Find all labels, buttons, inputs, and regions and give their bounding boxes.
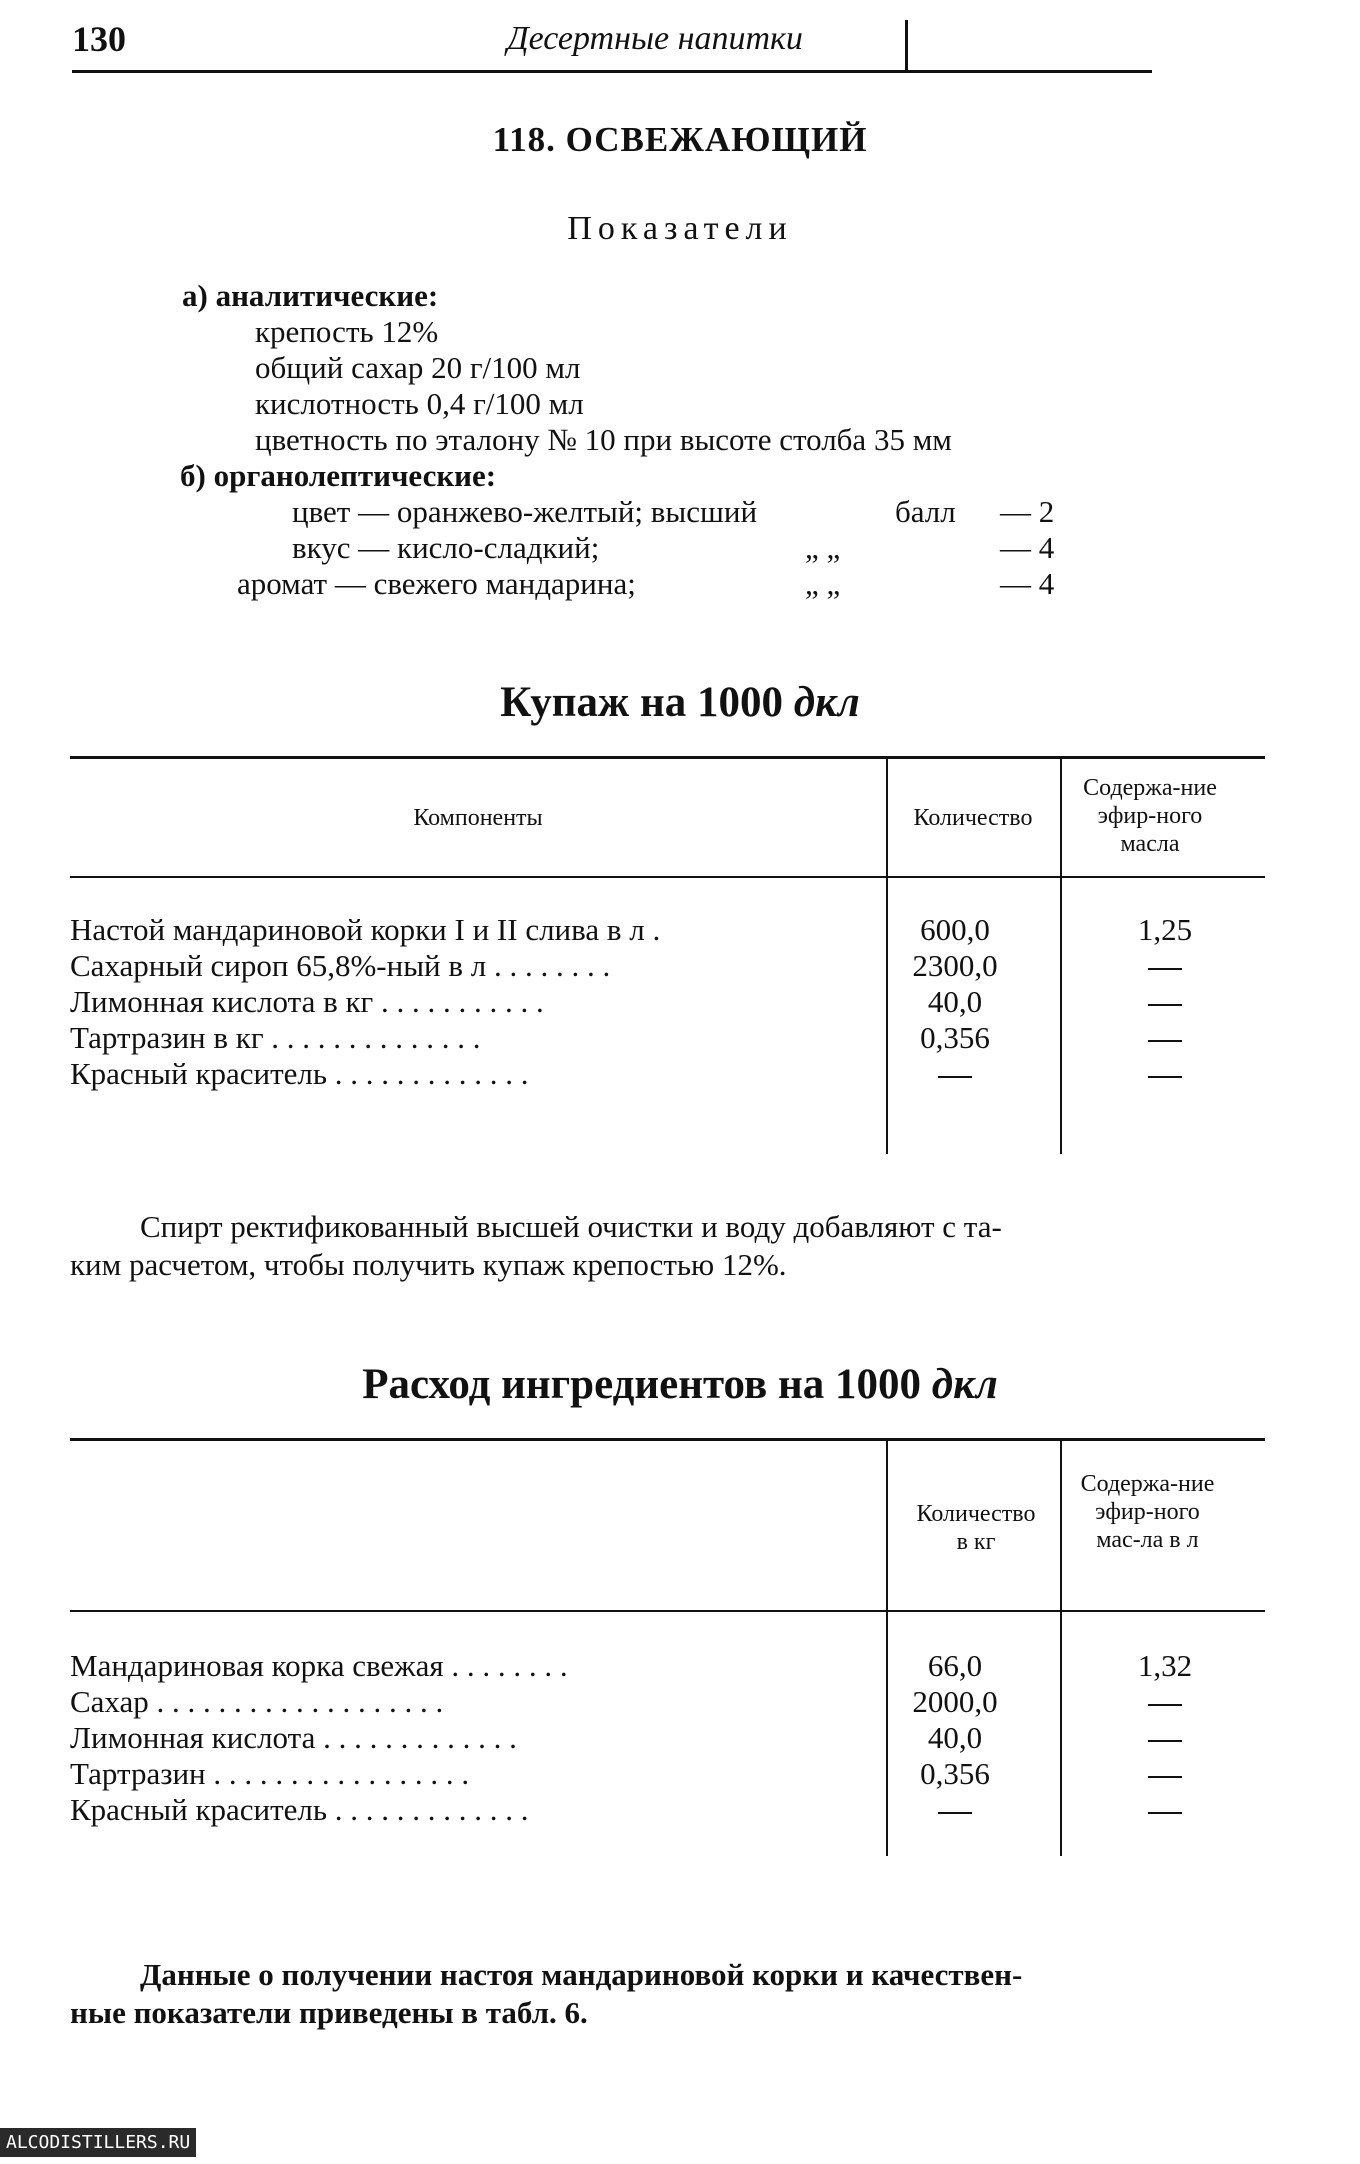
ingredient-name: Сахар . . . . . . . . . . . . . . . . . . . [70,1684,444,1719]
component-oil: 1,25 [1137,912,1193,947]
ingredient-name: Лимонная кислота . . . . . . . . . . . . . [70,1720,517,1755]
component-quantity: 2300,0 [912,948,998,983]
col-head-components: Компоненты [413,805,543,831]
paragraph-line: ные показатели приведены в табл. 6. [70,1995,588,2030]
consumption-title [0,1360,1360,1409]
header-rule [72,70,1152,73]
consumption-table [70,1438,1265,1858]
dash-mark [1110,1020,1220,1056]
indicators-title: Показатели [567,210,793,247]
page-number: 130 [72,19,126,59]
table-row [70,1056,1265,1092]
dash-mark [890,1792,1020,1828]
ingredient-oil: 1,32 [1137,1648,1193,1683]
table-row [70,1648,1265,1684]
table-rule [70,1438,1265,1441]
blend-title-unit: дкл [793,679,860,726]
analytic-item: кислотность 0,4 г/100 мл [255,386,584,421]
ingredient-name: Мандариновая корка свежая . . . . . . . . [70,1648,568,1683]
ingredient-quantity: 0,356 [920,1756,990,1791]
dash-mark [1110,984,1220,1020]
analytic-item: крепость 12% [255,314,439,349]
component-quantity: 600,0 [920,912,990,947]
organoleptic-item: вкус — кисло-сладкий; [292,530,600,565]
component-name: Лимонная кислота в кг . . . . . . . . . . . [70,984,544,1019]
table-rule [70,1610,1265,1612]
dash-mark [1110,1756,1220,1792]
organoleptic-score: — 4 [1000,530,1055,565]
table-row [70,1684,1265,1720]
table-row [70,1020,1265,1056]
analytic-label: а) аналитические: [182,278,439,313]
ingredient-quantity: 40,0 [927,1720,983,1755]
dash-mark [1110,1684,1220,1720]
ingredient-quantity: 66,0 [927,1648,983,1683]
paragraph-line: Данные о получении настоя мандариновой корки и качествен- [140,1957,1023,1992]
blend-title-text: Купаж на 1000 [500,679,784,726]
ingredient-name: Красный краситель . . . . . . . . . . . . . [70,1792,529,1827]
organoleptic-score: — 2 [1000,494,1055,529]
recipe-title: 118. ОСВЕЖАЮЩИЙ [492,120,868,159]
analytic-item: общий сахар 20 г/100 мл [255,350,581,385]
organoleptic-score: — 4 [1000,566,1055,601]
paragraph-reference [70,1956,1270,2032]
col-head-quantity: Количество в кг [916,1501,1036,1555]
table-row [70,912,1265,948]
col-head-oil: Содержа-ние эфир-ного масла [1083,775,1217,857]
dash-mark [1110,948,1220,984]
table-row [70,1756,1265,1792]
ingredient-name: Тартразин . . . . . . . . . . . . . . . . . [70,1756,470,1791]
analytic-item: цветность по эталону № 10 при высоте столба 35 мм [255,422,952,457]
organoleptic-ditto: балл [895,494,956,529]
organoleptic-ditto: „ „ [805,530,841,565]
running-head: Десертные напитки [507,20,803,57]
organoleptic-item: цвет — оранжево-желтый; высший [292,494,758,529]
watermark-badge: ALCODISTILLERS.RU [0,2128,196,2157]
component-name: Красный краситель . . . . . . . . . . . . . [70,1056,529,1091]
component-name: Тартразин в кг . . . . . . . . . . . . . . [70,1020,481,1055]
organoleptic-item: аромат — свежего мандарина; [237,566,636,601]
component-name: Настой мандариновой корки I и II слива в л . [70,912,661,947]
blend-table [70,756,1265,1156]
consumption-title-unit: дкл [931,1361,998,1408]
ingredient-quantity: 2000,0 [912,1684,998,1719]
table-rule [70,876,1265,878]
organoleptic-ditto: „ „ [805,566,841,601]
dash-mark [1110,1792,1220,1828]
col-head-oil: Содержа-ние эфир-ного мас-ла в л [1080,1471,1215,1553]
dash-mark [1110,1056,1220,1092]
paragraph-spirit [70,1208,1270,1284]
header-tick [905,20,908,70]
blend-title [0,678,1360,727]
consumption-title-text: Расход ингредиентов на 1000 [362,1361,921,1408]
component-quantity: 0,356 [920,1020,990,1055]
paragraph-line: Спирт ректификованный высшей очистки и воду добавляют с та- [140,1209,1002,1244]
table-row [70,1792,1265,1828]
paragraph-line: ким расчетом, чтобы получить купаж крепостью 12%. [70,1247,787,1282]
dash-mark [890,1056,1020,1092]
col-head-quantity: Количество [913,805,1033,831]
dash-mark [1110,1720,1220,1756]
table-row [70,984,1265,1020]
table-rule [70,756,1265,759]
organoleptic-label: б) органолептические: [180,458,497,493]
component-name: Сахарный сироп 65,8%-ный в л . . . . . . . . [70,948,611,983]
page-header [72,14,1152,72]
table-row [70,1720,1265,1756]
component-quantity: 40,0 [927,984,983,1019]
table-row [70,948,1265,984]
